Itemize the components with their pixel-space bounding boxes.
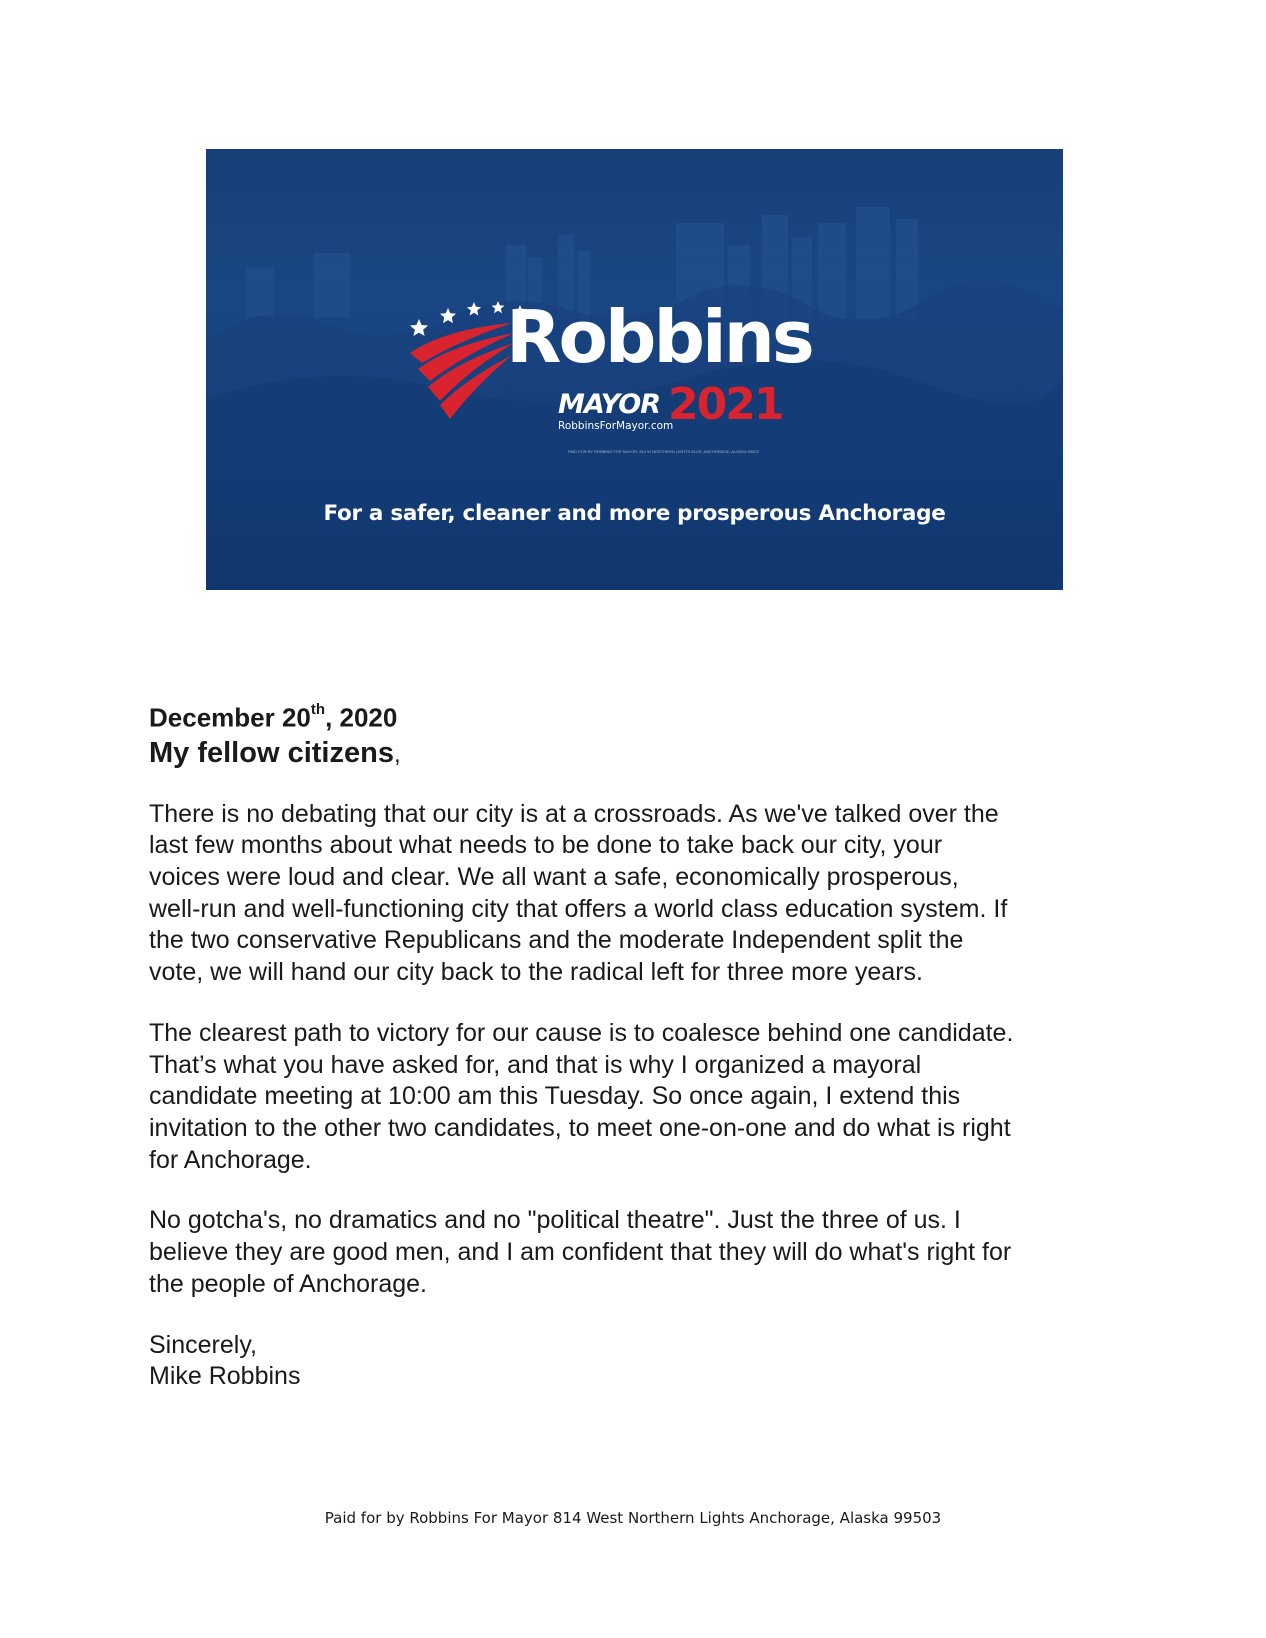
text-line: last few months about what needs to be done to take back our city, your [149,831,943,860]
star-icon [410,319,428,336]
signature-name: Mike Robbins [149,1362,301,1390]
star-icon [467,302,481,316]
closing-line: Sincerely, [149,1330,257,1359]
paragraph-2 [149,1018,1129,1177]
letter-date [149,696,1129,735]
paragraph-3 [149,1205,1129,1300]
logo-mayor-label: MAYOR [558,389,660,420]
logo-website: RobbinsForMayor.com [558,420,674,432]
text-line: candidate meeting at 10:00 am this Tuesday. So once again, I extend this [149,1082,961,1111]
date-day: December 20 [149,702,311,733]
letter-closing [149,1330,1129,1393]
salutation-text: My fellow citizens [149,736,394,769]
logo-year: 2021 [668,379,783,430]
star-icon [440,308,456,323]
star-icon [492,301,505,313]
campaign-logo [406,295,846,449]
date-ordinal-suffix: th [310,701,326,718]
text-line: voices were loud and clear. We all want a safe, economically prosperous, [149,863,959,892]
letter-body [149,696,1129,1393]
text-line: for Anchorage. [149,1145,312,1174]
text-line: the two conservative Republicans and the moderate Independent split the [149,926,964,955]
text-line: believe they are good men, and I am confident that they will do what's right for [149,1238,1012,1267]
letter-salutation [149,735,1129,773]
text-line: That’s what you have asked for, and that is why I organized a mayoral [149,1050,922,1079]
text-line: There is no debating that our city is at a crossroads. As we've talked over the [149,799,999,828]
text-line: vote, we will hand our city back to the radical left for three more years. [149,958,923,987]
date-year: , 2020 [325,702,398,733]
campaign-banner [206,149,1063,590]
text-line: invitation to the other two candidates, to meet one-on-one and do what is right [149,1113,1011,1142]
paid-for-disclaimer: Paid for by Robbins For Mayor 814 West Northern Lights Anchorage, Alaska 99503 [324,1509,942,1527]
salutation-comma: , [393,740,401,768]
text-line: The clearest path to victory for our cause is to coalesce behind one candidate. [149,1018,1014,1047]
banner-tagline: For a safer, cleaner and more prosperous Anchorage [323,501,946,526]
paragraph-1 [149,799,1129,989]
text-line: well-run and well-functioning city that offers a world class education system. If [149,894,1008,923]
text-line: No gotcha's, no dramatics and no "political theatre". Just the three of us. I [149,1206,961,1235]
logo-candidate-name: Robbins [506,295,812,379]
logo-fine-print: PAID FOR BY ROBBINS FOR MAYOR, 814 W NORTHERN LIGHTS BLVD, ANCHORAGE, ALASKA 99503 [568,449,759,454]
text-line: the people of Anchorage. [149,1269,428,1298]
